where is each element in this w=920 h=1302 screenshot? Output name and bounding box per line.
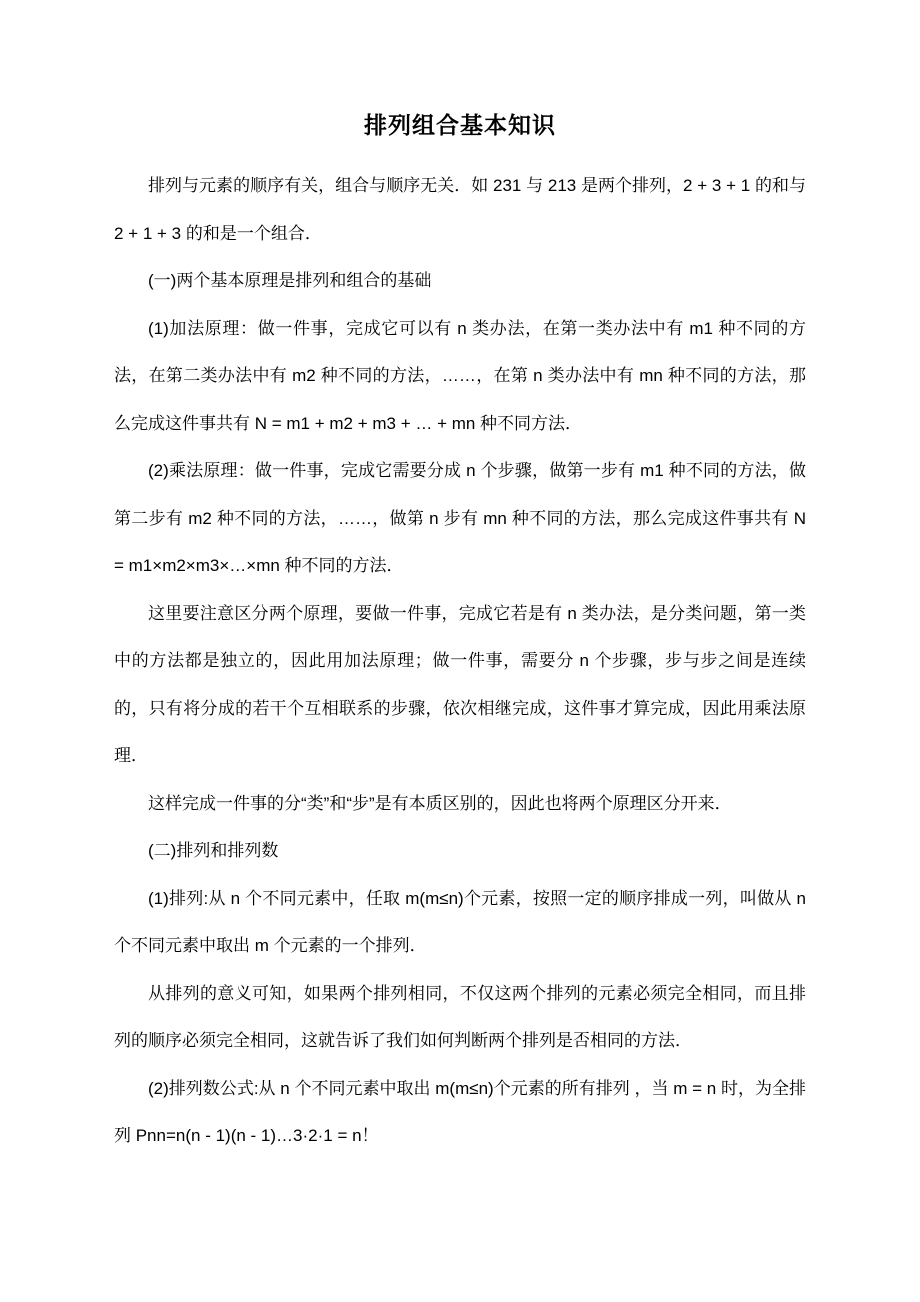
paragraph-permutation-meaning: 从排列的意义可知，如果两个排列相同，不仅这两个排列的元素必须完全相同，而且排列的顺序必须完全相同，这就告诉了我们如何判断两个排列是否相同的方法． [114,983,806,1050]
paragraph-principle-distinction: 这里要注意区分两个原理，要做一件事，完成它若是有 n 类办法，是分类问题，第一类中的方法都是独立的，因此用加法原理；做一件事，需要分 n 个步骤，步与步之间是连续的，只有将分成的若干个互相联系的步骤，依次相继完成，这件事才算完成，因此用乘法原理． [114,603,806,765]
paragraph-permutation-formula: (2)排列数公式:从 n 个不同元素中取出 m(m≤n)个元素的所有排列 ，当 m = n 时，为全排列 Pnn=n(n - 1)(n - 1)…3·2·1 = n！ [114,1078,806,1145]
paragraph-intro: 排列与元素的顺序有关，组合与顺序无关．如 231 与 213 是两个排列，2 + 3 + 1 的和与 2 + 1 + 3 的和是一个组合． [114,176,806,243]
paragraph-multiplication-principle: (2)乘法原理：做一件事，完成它需要分成 n 个步骤，做第一步有 m1 种不同的方法，做第二步有 m2 种不同的方法，……，做第 n 步有 mn 种不同的方法，那么完成这件事共有 N = m1×m2×m3×…×mn 种不同的方法． [114,461,806,575]
paragraph-section-2-heading: (二)排列和排列数 [148,841,279,860]
paragraph-permutation-definition: (1)排列:从 n 个不同元素中，任取 m(m≤n)个元素，按照一定的顺序排成一列，叫做从 n 个不同元素中取出 m 个元素的一个排列． [114,888,806,955]
paragraph-class-vs-step: 这样完成一件事的分“类”和“步”是有本质区别的，因此也将两个原理区分开来． [148,793,732,813]
paragraph-addition-principle: (1)加法原理：做一件事，完成它可以有 n 类办法，在第一类办法中有 m1 种不同的方法，在第二类办法中有 m2 种不同的方法，……，在第 n 类办法中有 mn 种不同的方法，那么完成这件事共有 N = m1 + m2 + m3 + … + mn 种不同方法． [114,318,806,433]
document-title: 排列组合基本知识 [364,112,556,138]
paragraph-section-1-heading: (一)两个基本原理是排列和组合的基础 [148,271,432,290]
